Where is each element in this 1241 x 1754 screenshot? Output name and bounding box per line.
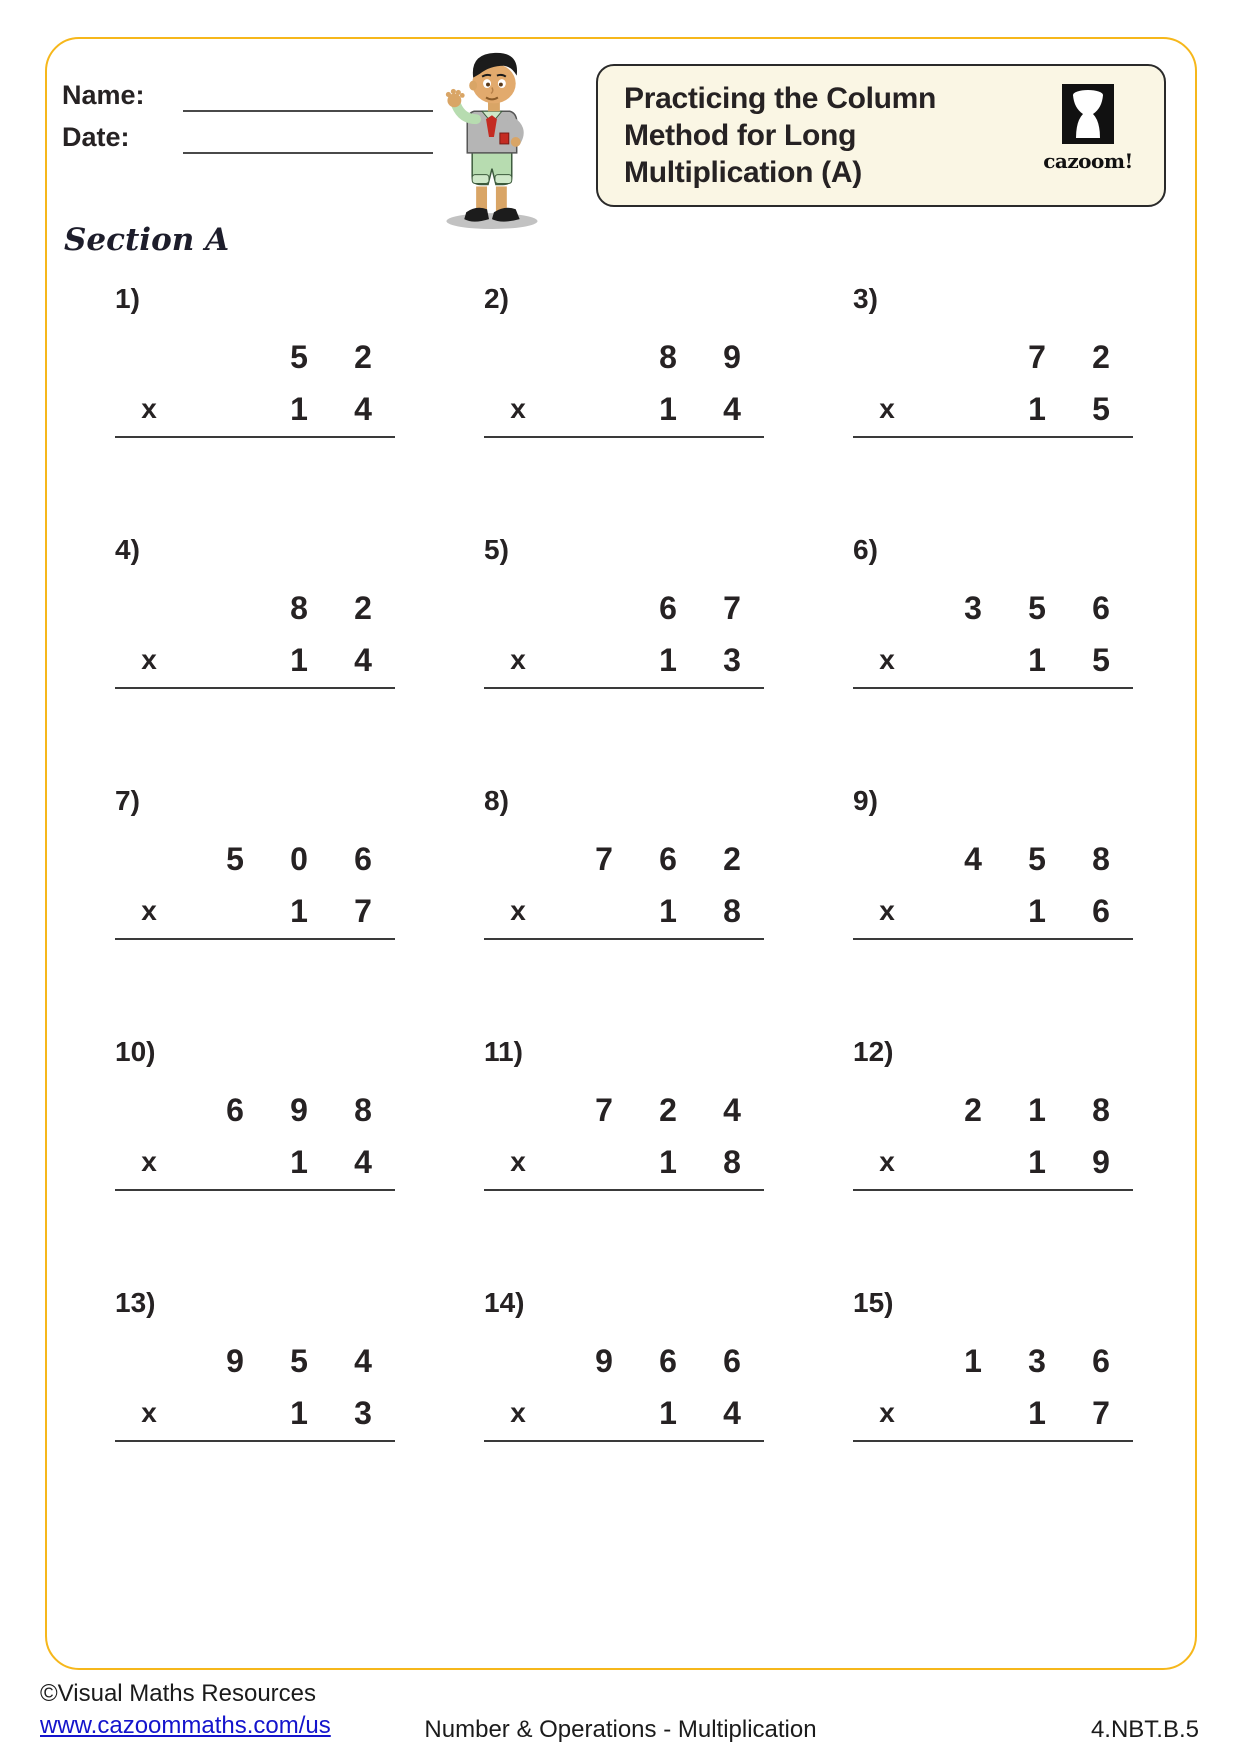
multiplicand-digit: 4 bbox=[354, 1342, 372, 1379]
multiplicand-row bbox=[853, 833, 1133, 885]
multiplier-digit: 8 bbox=[723, 1143, 741, 1180]
problem-number: 9) bbox=[853, 785, 878, 816]
multiply-operator: x bbox=[879, 1397, 895, 1428]
problem-number: 5) bbox=[484, 534, 509, 565]
multiplicand-digit: 8 bbox=[1092, 1091, 1110, 1128]
boy-mascot-icon bbox=[428, 42, 550, 230]
answer-line bbox=[853, 1189, 1133, 1191]
answer-line bbox=[115, 687, 395, 689]
answer-line bbox=[484, 1189, 764, 1191]
cazoom-logo bbox=[1038, 84, 1138, 173]
answer-line bbox=[484, 436, 764, 438]
multiplicand-digit: 5 bbox=[1028, 840, 1046, 877]
section-heading: Section A bbox=[64, 222, 230, 258]
title-line-2: Method for Long bbox=[624, 119, 857, 152]
problem-10 bbox=[115, 1036, 395, 1196]
answer-line bbox=[853, 938, 1133, 940]
problem-number: 11) bbox=[484, 1036, 523, 1067]
multiplier-digit: 3 bbox=[723, 641, 741, 678]
problem-5 bbox=[484, 534, 764, 694]
problem-number: 2) bbox=[484, 283, 509, 314]
multiplicand-digit: 5 bbox=[290, 338, 308, 375]
problem-number: 4) bbox=[115, 534, 140, 565]
multiplier-digit: 1 bbox=[659, 1143, 677, 1180]
multiplicand-digit: 2 bbox=[1092, 338, 1110, 375]
multiplicand-row bbox=[115, 331, 395, 383]
multiply-operator: x bbox=[141, 1397, 157, 1428]
multiplicand-digit: 8 bbox=[290, 589, 308, 626]
multiplier-row bbox=[115, 383, 395, 435]
multiplicand-digit: 9 bbox=[723, 338, 741, 375]
problem-number: 6) bbox=[853, 534, 878, 565]
problem-number: 12) bbox=[853, 1036, 894, 1067]
multiply-operator: x bbox=[510, 644, 526, 675]
problem-number: 15) bbox=[853, 1287, 894, 1318]
answer-line bbox=[115, 436, 395, 438]
problem-13 bbox=[115, 1287, 395, 1447]
multiplier-row bbox=[115, 1136, 395, 1188]
multiplicand-row bbox=[853, 582, 1133, 634]
multiplicand-digit: 9 bbox=[595, 1342, 613, 1379]
multiplicand-digit: 1 bbox=[964, 1342, 982, 1379]
title-line-1: Practicing the Column bbox=[624, 82, 937, 115]
multiplicand-digit: 6 bbox=[659, 589, 677, 626]
multiplicand-digit: 5 bbox=[226, 840, 244, 877]
problem-number: 8) bbox=[484, 785, 509, 816]
problem-9 bbox=[853, 785, 1133, 945]
multiplier-row bbox=[484, 383, 764, 435]
multiplicand-digit: 7 bbox=[595, 1091, 613, 1128]
multiplicand-digit: 6 bbox=[723, 1342, 741, 1379]
multiplicand-row bbox=[115, 833, 395, 885]
multiplicand-digit: 8 bbox=[354, 1091, 372, 1128]
multiplier-digit: 4 bbox=[723, 390, 741, 427]
multiplicand-row bbox=[115, 1084, 395, 1136]
multiplicand-digit: 7 bbox=[723, 589, 741, 626]
multiplier-digit: 1 bbox=[290, 641, 308, 678]
multiplier-digit: 1 bbox=[1028, 892, 1046, 929]
multiplier-digit: 8 bbox=[723, 892, 741, 929]
problem-4 bbox=[115, 534, 395, 694]
multiplicand-row bbox=[484, 833, 764, 885]
problem-1 bbox=[115, 283, 395, 443]
multiply-operator: x bbox=[879, 1146, 895, 1177]
multiplicand-row bbox=[853, 331, 1133, 383]
copyright-text: ©Visual Maths Resources bbox=[40, 1680, 317, 1707]
multiplicand-row bbox=[484, 1335, 764, 1387]
problem-11 bbox=[484, 1036, 764, 1196]
multiplicand-row bbox=[853, 1335, 1133, 1387]
multiply-operator: x bbox=[510, 895, 526, 926]
multiplier-digit: 6 bbox=[1092, 892, 1110, 929]
multiplicand-digit: 0 bbox=[290, 840, 308, 877]
multiplier-digit: 1 bbox=[1028, 1394, 1046, 1431]
problem-2 bbox=[484, 283, 764, 443]
multiplier-row bbox=[115, 1387, 395, 1439]
multiplier-digit: 1 bbox=[659, 641, 677, 678]
multiplier-digit: 5 bbox=[1092, 641, 1110, 678]
multiplier-digit: 9 bbox=[1092, 1143, 1110, 1180]
multiplier-digit: 4 bbox=[354, 1143, 372, 1180]
problem-number: 13) bbox=[115, 1287, 156, 1318]
problem-number: 3) bbox=[853, 283, 878, 314]
multiplier-digit: 1 bbox=[1028, 641, 1046, 678]
multiplicand-digit: 2 bbox=[723, 840, 741, 877]
problem-number: 1) bbox=[115, 283, 140, 314]
problem-number: 7) bbox=[115, 785, 140, 816]
problem-number: 10) bbox=[115, 1036, 156, 1067]
multiplier-row bbox=[853, 1136, 1133, 1188]
multiplicand-digit: 6 bbox=[226, 1091, 244, 1128]
date-label: Date: bbox=[62, 122, 130, 152]
website-link[interactable]: www.cazoommaths.com/us bbox=[40, 1712, 331, 1739]
multiplicand-digit: 6 bbox=[659, 1342, 677, 1379]
problems-grid bbox=[115, 283, 1133, 1447]
multiplicand-digit: 4 bbox=[964, 840, 982, 877]
worksheet-title bbox=[624, 80, 1014, 191]
date-line bbox=[183, 152, 433, 154]
multiplicand-digit: 5 bbox=[290, 1342, 308, 1379]
title-box bbox=[596, 64, 1166, 207]
logo-text: cazoom! bbox=[1043, 149, 1133, 173]
problem-14 bbox=[484, 1287, 764, 1447]
multiplicand-digit: 6 bbox=[354, 840, 372, 877]
multiply-operator: x bbox=[879, 895, 895, 926]
multiplicand-digit: 7 bbox=[595, 840, 613, 877]
multiplicand-digit: 5 bbox=[1028, 589, 1046, 626]
multiply-operator: x bbox=[510, 1146, 526, 1177]
multiplier-digit: 1 bbox=[659, 892, 677, 929]
multiplier-digit: 1 bbox=[290, 1143, 308, 1180]
multiplicand-row bbox=[484, 331, 764, 383]
multiplier-row bbox=[853, 634, 1133, 686]
problem-number: 14) bbox=[484, 1287, 525, 1318]
multiplier-digit: 4 bbox=[354, 641, 372, 678]
multiply-operator: x bbox=[141, 393, 157, 424]
answer-line bbox=[484, 1440, 764, 1442]
multiplicand-digit: 3 bbox=[964, 589, 982, 626]
problem-12 bbox=[853, 1036, 1133, 1196]
answer-line bbox=[484, 687, 764, 689]
multiplicand-digit: 6 bbox=[1092, 589, 1110, 626]
multiplier-digit: 1 bbox=[290, 390, 308, 427]
multiply-operator: x bbox=[141, 1146, 157, 1177]
multiplier-row bbox=[115, 634, 395, 686]
multiplier-row bbox=[484, 1136, 764, 1188]
multiplicand-digit: 2 bbox=[354, 338, 372, 375]
title-line-3: Multiplication (A) bbox=[624, 156, 862, 189]
djembe-drum-icon bbox=[1062, 84, 1114, 144]
multiplier-digit: 3 bbox=[354, 1394, 372, 1431]
multiplier-digit: 1 bbox=[659, 1394, 677, 1431]
multiplicand-digit: 2 bbox=[354, 589, 372, 626]
multiply-operator: x bbox=[141, 895, 157, 926]
answer-line bbox=[853, 436, 1133, 438]
multiplicand-digit: 8 bbox=[659, 338, 677, 375]
multiplicand-digit: 8 bbox=[1092, 840, 1110, 877]
multiplicand-digit: 9 bbox=[226, 1342, 244, 1379]
multiplicand-digit: 2 bbox=[659, 1091, 677, 1128]
multiplicand-digit: 3 bbox=[1028, 1342, 1046, 1379]
problem-15 bbox=[853, 1287, 1133, 1447]
multiplicand-digit: 7 bbox=[1028, 338, 1046, 375]
multiply-operator: x bbox=[510, 1397, 526, 1428]
multiplicand-digit: 6 bbox=[1092, 1342, 1110, 1379]
multiplier-digit: 5 bbox=[1092, 390, 1110, 427]
standard-code: 4.NBT.B.5 bbox=[1090, 1716, 1199, 1743]
multiplicand-digit: 2 bbox=[964, 1091, 982, 1128]
multiplier-row bbox=[853, 383, 1133, 435]
multiplier-digit: 7 bbox=[354, 892, 372, 929]
multiplier-digit: 4 bbox=[723, 1394, 741, 1431]
answer-line bbox=[115, 938, 395, 940]
multiplier-row bbox=[115, 885, 395, 937]
multiplier-digit: 1 bbox=[1028, 1143, 1046, 1180]
multiplier-digit: 1 bbox=[1028, 390, 1046, 427]
answer-line bbox=[115, 1189, 395, 1191]
multiplicand-row bbox=[115, 582, 395, 634]
multiplier-digit: 7 bbox=[1092, 1394, 1110, 1431]
answer-line bbox=[484, 938, 764, 940]
multiply-operator: x bbox=[141, 644, 157, 675]
multiplicand-digit: 6 bbox=[659, 840, 677, 877]
problem-7 bbox=[115, 785, 395, 945]
name-label: Name: bbox=[62, 80, 145, 110]
multiplicand-row bbox=[484, 1084, 764, 1136]
answer-line bbox=[853, 1440, 1133, 1442]
multiplier-digit: 4 bbox=[354, 390, 372, 427]
multiplicand-row bbox=[484, 582, 764, 634]
problem-3 bbox=[853, 283, 1133, 443]
multiplier-row bbox=[484, 885, 764, 937]
multiply-operator: x bbox=[879, 393, 895, 424]
answer-line bbox=[115, 1440, 395, 1442]
multiplier-row bbox=[853, 885, 1133, 937]
answer-line bbox=[853, 687, 1133, 689]
multiplicand-digit: 1 bbox=[1028, 1091, 1046, 1128]
multiplier-digit: 1 bbox=[290, 1394, 308, 1431]
multiplicand-digit: 4 bbox=[723, 1091, 741, 1128]
problem-8 bbox=[484, 785, 764, 945]
multiplicand-digit: 9 bbox=[290, 1091, 308, 1128]
multiplier-row bbox=[484, 1387, 764, 1439]
multiplier-digit: 1 bbox=[659, 390, 677, 427]
multiplicand-row bbox=[853, 1084, 1133, 1136]
name-line bbox=[183, 110, 433, 112]
multiplier-row bbox=[853, 1387, 1133, 1439]
multiplicand-row bbox=[115, 1335, 395, 1387]
multiplier-digit: 1 bbox=[290, 892, 308, 929]
problem-6 bbox=[853, 534, 1133, 694]
multiply-operator: x bbox=[510, 393, 526, 424]
multiply-operator: x bbox=[879, 644, 895, 675]
footer-topic: Number & Operations - Multiplication bbox=[424, 1716, 817, 1743]
multiplier-row bbox=[484, 634, 764, 686]
